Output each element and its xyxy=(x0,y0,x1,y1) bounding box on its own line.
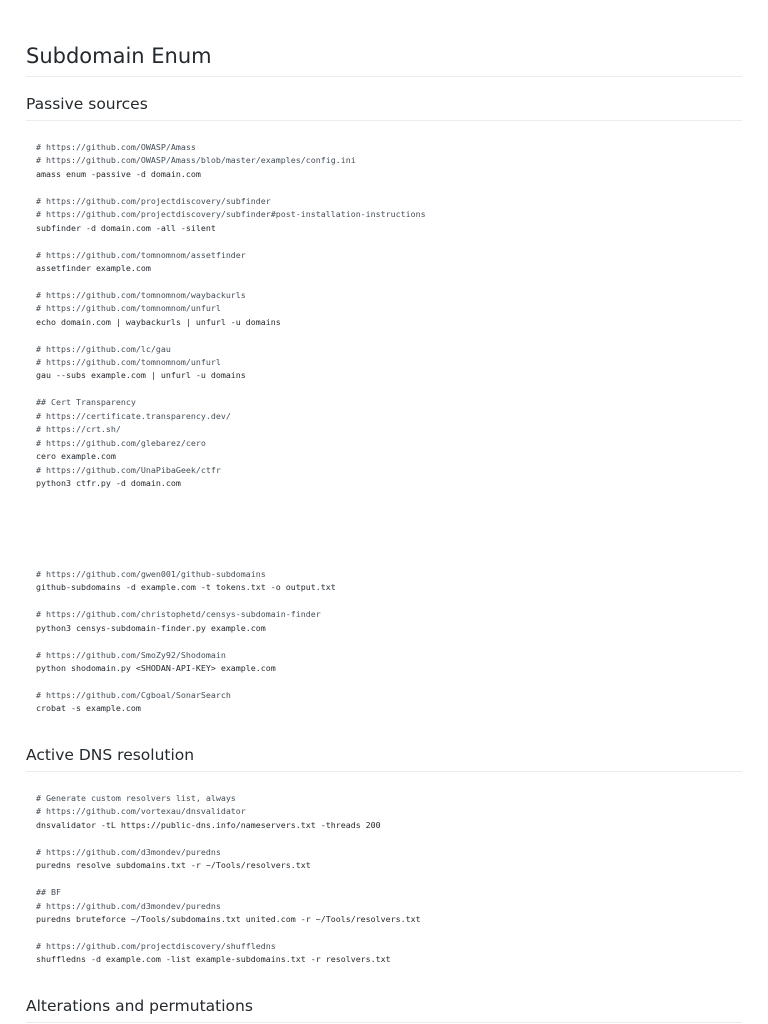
code-comment-line: # https://crt.sh/ xyxy=(36,424,121,435)
code-blank-line xyxy=(36,383,426,396)
code-comment-line: ## Cert Transparency xyxy=(36,397,136,408)
code-blank-line xyxy=(36,873,421,886)
code-command-line: amass enum -passive -d domain.com xyxy=(36,168,201,179)
code-blank-line xyxy=(36,635,336,648)
code-command-line: cero example.com xyxy=(36,451,116,462)
code-comment-line: # https://github.com/lc/gau xyxy=(36,343,171,354)
code-command-line: puredns bruteforce ~/Tools/subdomains.txt united.com -r ~/Tools/resolvers.txt xyxy=(36,913,421,924)
section-heading-alterations-and-permutations: Alterations and permutations xyxy=(26,995,742,1023)
section-heading-passive-sources: Passive sources xyxy=(26,93,742,121)
code-comment-line: # https://github.com/tomnomnom/unfurl xyxy=(36,357,221,367)
code-command-line: python shodomain.py <SHODAN-API-KEY> example.com xyxy=(36,663,276,674)
code-command-line: python3 ctfr.py -d domain.com xyxy=(36,477,181,488)
code-command-line: python3 censys-subdomain-finder.py example.com xyxy=(36,622,266,633)
code-comment-line: ## BF xyxy=(36,887,61,898)
code-comment-line: # Generate custom resolvers list, always xyxy=(36,793,236,803)
code-command-line: crobat -s example.com xyxy=(36,703,141,714)
code-command-line: subfinder -d domain.com -all -silent xyxy=(36,222,216,233)
code-command-line: github-subdomains -d example.com -t tokens.txt -o output.txt xyxy=(36,582,336,593)
code-command-line: puredns resolve subdomains.txt -r ~/Tools/resolvers.txt xyxy=(36,860,311,871)
code-blank-line xyxy=(36,275,426,288)
code-comment-line: # https://github.com/christophetd/censys-subdomain-finder xyxy=(36,609,321,620)
code-command-line: shuffledns -d example.com -list example-subdomains.txt -r resolvers.txt xyxy=(36,954,391,965)
code-comment-line: # https://github.com/projectdiscovery/subfinder#post-installation-instructions xyxy=(36,209,426,220)
code-blank-line xyxy=(36,329,426,342)
code-blank-line xyxy=(36,595,336,608)
code-blank-line xyxy=(36,832,421,845)
code-comment-line: # https://github.com/d3mondev/puredns xyxy=(36,846,221,857)
code-comment-line: # https://github.com/OWASP/Amass/blob/master/examples/config.ini xyxy=(36,155,356,166)
page-title: Subdomain Enum xyxy=(26,42,742,77)
code-command-line: dnsvalidator -tL https://public-dns.info/nameservers.txt -threads 200 xyxy=(36,819,381,830)
code-comment-line: # https://github.com/projectdiscovery/shuffledns xyxy=(36,940,276,951)
code-comment-line: # https://github.com/UnaPibaGeek/ctfr xyxy=(36,464,221,475)
code-comment-line: # https://github.com/projectdiscovery/subfinder xyxy=(36,195,271,206)
code-comment-line: # https://github.com/vortexau/dnsvalidator xyxy=(36,806,246,817)
code-blank-line xyxy=(36,926,421,939)
code-comment-line: # https://github.com/SmoZy92/Shodomain xyxy=(36,649,226,660)
section-heading-active-dns-resolution: Active DNS resolution xyxy=(26,744,742,772)
code-comment-line: # https://github.com/tomnomnom/unfurl xyxy=(36,303,221,314)
code-comment-line: # https://certificate.transparency.dev/ xyxy=(36,410,231,421)
code-command-line: gau --subs example.com | unfurl -u domains xyxy=(36,370,246,381)
code-command-line: assetfinder example.com xyxy=(36,262,151,273)
code-comment-line: # https://github.com/gwen001/github-subdomains xyxy=(36,569,266,579)
code-block-passive-sources-1 xyxy=(36,141,426,490)
code-command-line: echo domain.com | waybackurls | unfurl -u domains xyxy=(36,316,281,327)
code-comment-line: # https://github.com/glebarez/cero xyxy=(36,437,206,448)
code-blank-line xyxy=(36,181,426,194)
code-block-active-dns-resolution xyxy=(36,792,421,967)
code-blank-line xyxy=(36,676,336,689)
code-comment-line: # https://github.com/tomnomnom/waybackurls xyxy=(36,289,246,300)
code-comment-line: # https://github.com/Cgboal/SonarSearch xyxy=(36,689,231,700)
code-comment-line: # https://github.com/d3mondev/puredns xyxy=(36,900,221,911)
code-block-passive-sources-2 xyxy=(36,568,336,716)
code-blank-line xyxy=(36,235,426,248)
code-comment-line: # https://github.com/tomnomnom/assetfinder xyxy=(36,249,246,260)
code-comment-line: # https://github.com/OWASP/Amass xyxy=(36,142,196,152)
